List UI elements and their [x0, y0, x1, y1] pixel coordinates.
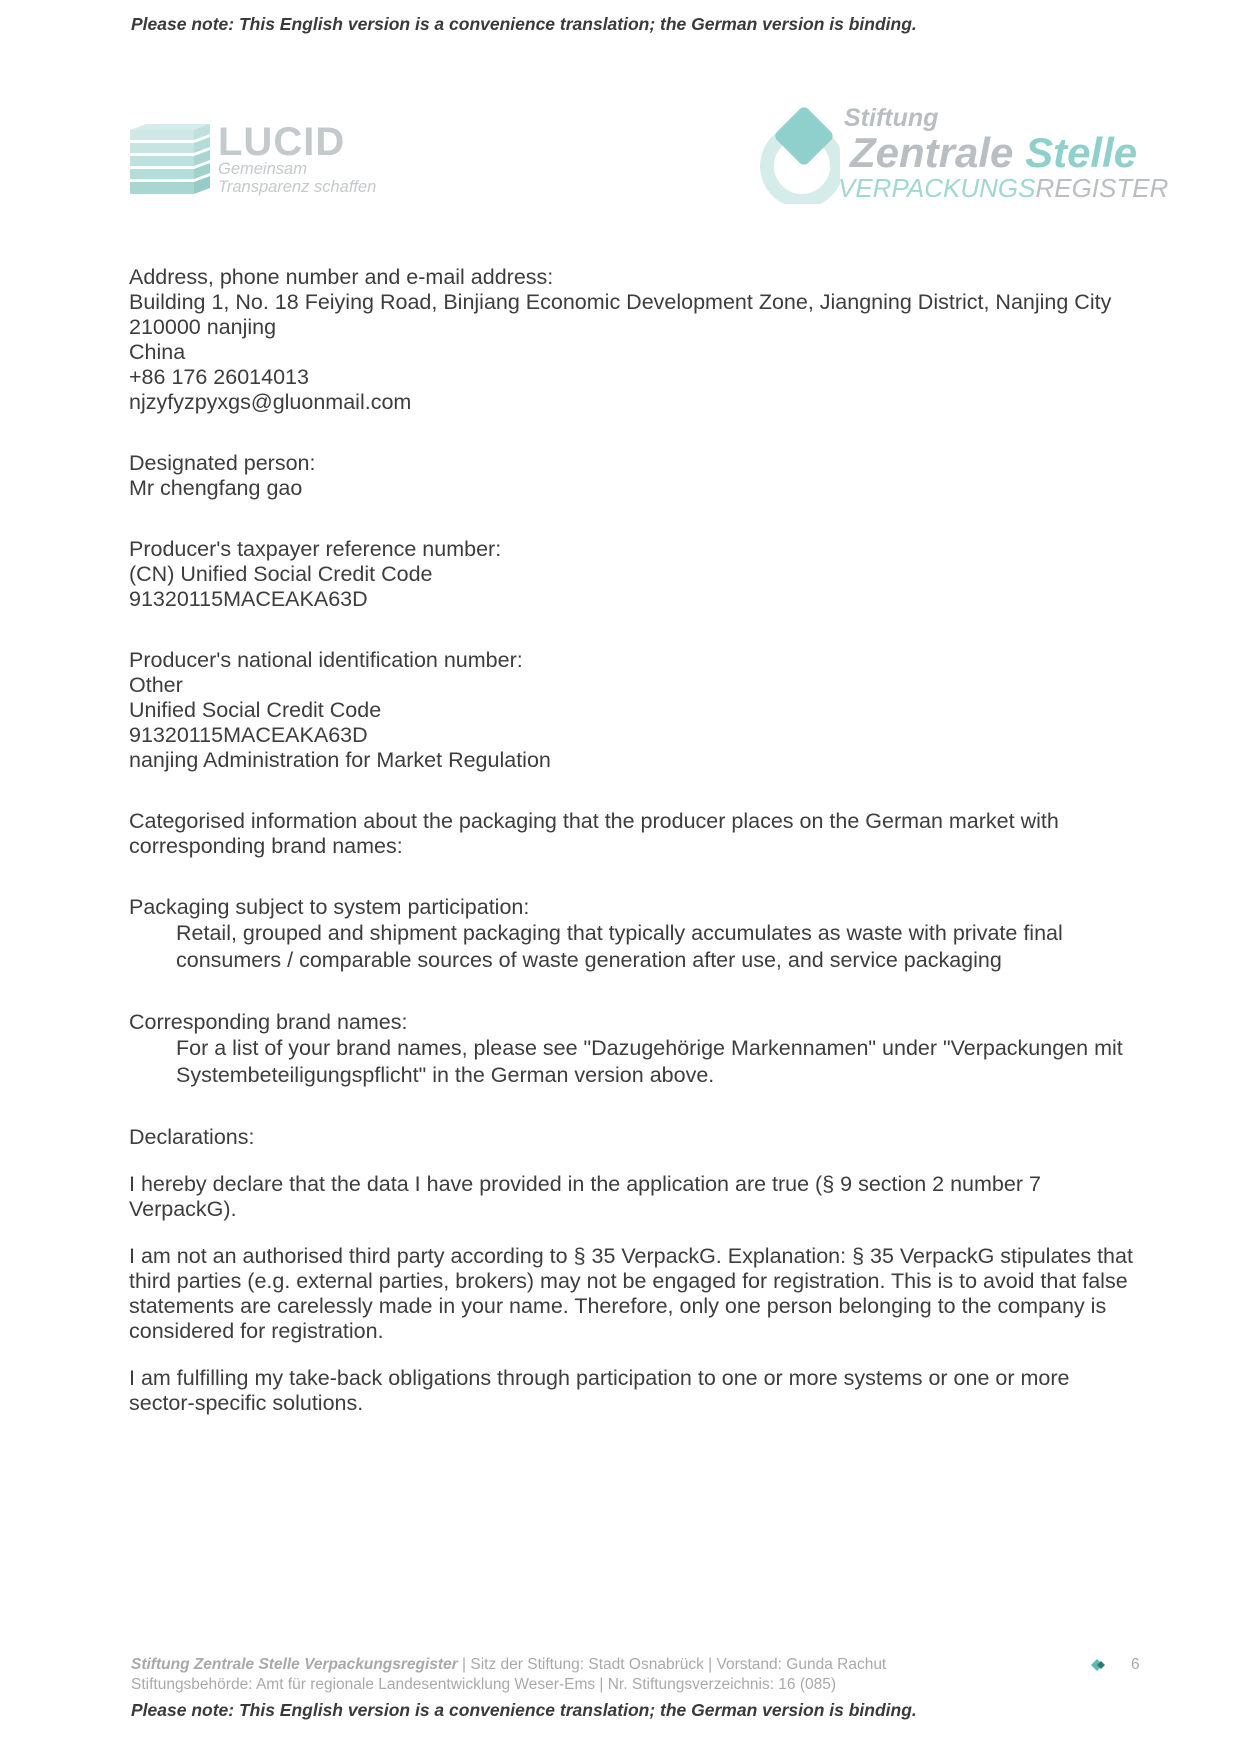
declaration-item: I am fulfilling my take-back obligations through participation to one or more systems or one or more sector-specific solutions.	[129, 1366, 1070, 1415]
national-id-number: 91320115MACEAKA63D	[129, 723, 368, 747]
lucid-logo	[130, 122, 380, 202]
zsvr-register: VERPACKUNGSREGISTER	[838, 173, 1169, 203]
translation-notice-bottom: Please note: This English version is a convenience translation; the German version is binding.	[131, 1700, 917, 1720]
address-email: njzyfyzpyxgs@gluonmail.com	[129, 390, 412, 414]
lucid-wordmark: LUCID	[218, 120, 346, 164]
page-footer	[131, 1655, 1141, 1695]
designated-person-name: Mr chengfang gao	[129, 476, 303, 500]
tax-reference-number: 91320115MACEAKA63D	[129, 587, 368, 611]
document-body	[129, 265, 1139, 1416]
address-street: Building 1, No. 18 Feiying Road, Binjiang Economic Development Zone, Jiangning District, Nanjing City	[129, 290, 1112, 314]
address-country: China	[129, 340, 186, 364]
address-postal-city: 210000 nanjing	[129, 315, 277, 339]
address-label: Address, phone number and e-mail address:	[129, 265, 554, 289]
lucid-stack-icon	[130, 124, 212, 202]
national-id-category: Other	[129, 673, 183, 697]
address-phone: +86 176 26014013	[129, 365, 309, 389]
declarations-label: Declarations:	[129, 1125, 255, 1149]
page-number: 6	[1131, 1656, 1140, 1673]
declaration-item: I hereby declare that the data I have provided in the application are true (§ 9 section 2 number 7 VerpackG).	[129, 1172, 1041, 1221]
packaging-intro: Categorised information about the packaging that the producer places on the German market with corresponding brand names:	[129, 809, 1059, 858]
zsvr-name: Zentrale Stelle	[850, 129, 1138, 176]
zsvr-logo	[760, 104, 1169, 204]
brand-names-label: Corresponding brand names:	[129, 1010, 408, 1034]
system-participation-label: Packaging subject to system participation:	[129, 895, 530, 919]
diamond-icon	[1091, 1659, 1107, 1671]
footer-org: Stiftung Zentrale Stelle Verpackungsregister	[131, 1656, 458, 1673]
national-id-label: Producer's national identification number:	[129, 648, 523, 672]
zsvr-stiftung: Stiftung	[844, 104, 939, 132]
zsvr-emblem-icon	[760, 104, 840, 204]
translation-notice-top: Please note: This English version is a convenience translation; the German version is binding.	[131, 14, 917, 34]
brand-names-text: For a list of your brand names, please see "Dazugehörige Markennamen" under "Verpackungen mit Systembeteiligungspflicht" in the German version above.	[176, 1036, 1123, 1087]
footer-line-1: Stiftung Zentrale Stelle Verpackungsregister | Sitz der Stiftung: Stadt Osnabrück | Vorstand: Gunda Rachut	[131, 1656, 887, 1673]
system-participation-text: Retail, grouped and shipment packaging that typically accumulates as waste with private final consumers / comparable sources of waste generation after use, and service packaging	[176, 921, 1063, 972]
declaration-item: I am not an authorised third party according to § 35 VerpackG. Explanation: § 35 VerpackG stipulates that third parties (e.g. external parties, brokers) may not be engaged for registration. This is to avoid that false statements are carelessly made in your name. Therefore, only one person belonging to the company is considered for registration.	[129, 1244, 1133, 1343]
designated-person-label: Designated person:	[129, 451, 316, 475]
national-id-type: Unified Social Credit Code	[129, 698, 382, 722]
tax-reference-type: (CN) Unified Social Credit Code	[129, 562, 433, 586]
lucid-tagline: Gemeinsam Transparenz schaffen	[218, 160, 377, 196]
footer-line-2: Stiftungsbehörde: Amt für regionale Landesentwicklung Weser-Ems | Nr. Stiftungsverzeichnis: 16 (085)	[131, 1676, 837, 1693]
tax-reference-label: Producer's taxpayer reference number:	[129, 537, 502, 561]
national-id-authority: nanjing Administration for Market Regulation	[129, 748, 551, 772]
